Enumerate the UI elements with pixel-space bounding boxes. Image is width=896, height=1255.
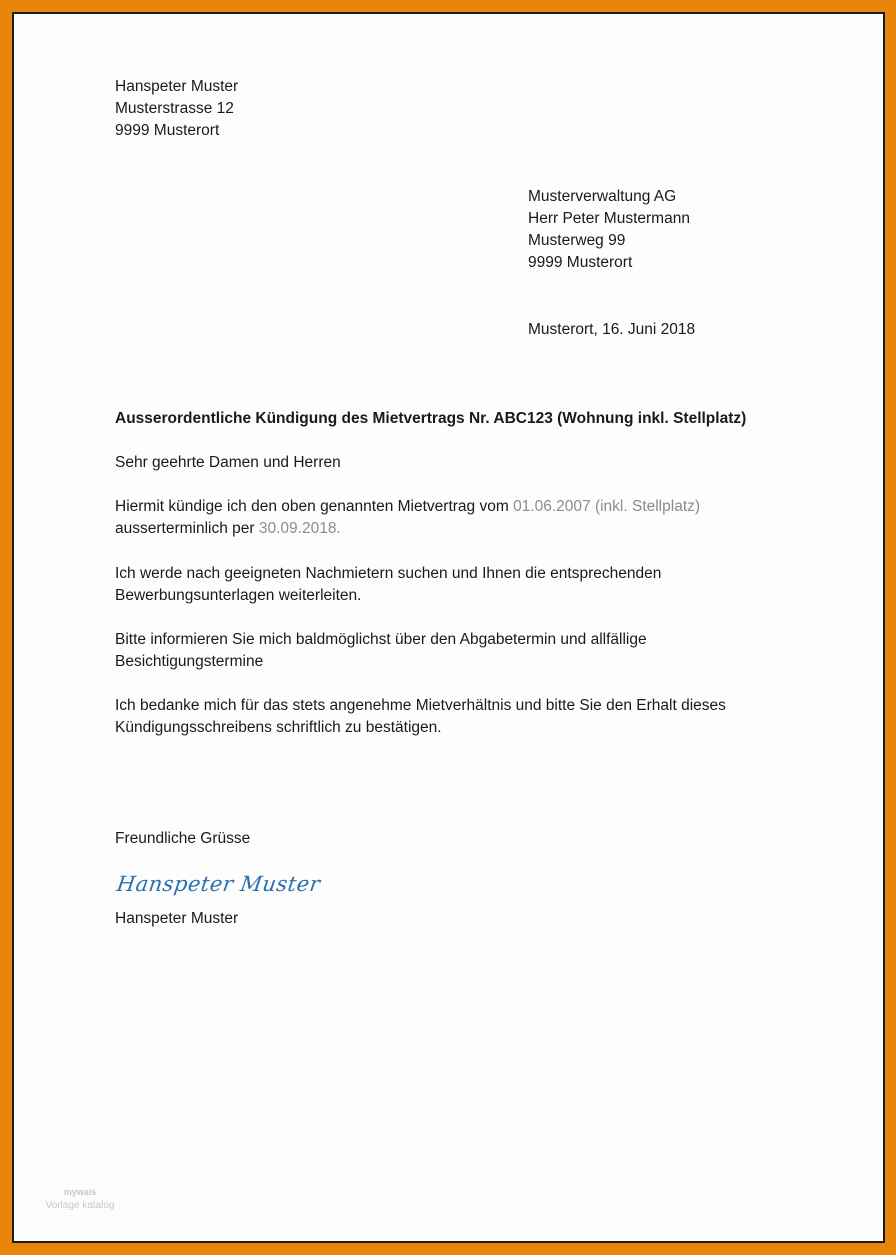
termination-date-placeholder: 30.09.2018.: [258, 520, 341, 537]
paragraph-appointment: [115, 629, 647, 673]
recipient-company: Musterverwaltung AG: [528, 188, 677, 205]
paragraph-successor: [115, 563, 661, 607]
closing: Freundliche Grüsse: [115, 830, 251, 847]
sender-city: 9999 Musterort: [115, 122, 220, 139]
handwritten-signature: Hanspeter Muster: [115, 872, 322, 896]
subject-line: Ausserordentliche Kündigung des Mietvertrags Nr. ABC123 (Wohnung inkl. Stellplatz): [115, 410, 747, 427]
recipient-address: [528, 186, 690, 274]
termination-text: Hiermit kündige ich den oben genannten Mietvertrag vom: [115, 498, 514, 515]
letter-page: [12, 12, 885, 1243]
termination-text-2: ausserterminlich per: [115, 520, 259, 537]
paragraph-appointment-line1: Bitte informieren Sie mich baldmöglichst über den Abgabetermin und allfällige: [115, 631, 647, 648]
recipient-street: Musterweg 99: [528, 232, 626, 249]
sender-address: [115, 76, 238, 142]
watermark: [40, 1186, 120, 1212]
paragraph-successor-line2: Bewerbungsunterlagen weiterleiten.: [115, 587, 362, 604]
paragraph-termination-line1: [115, 496, 700, 518]
sender-name: Hanspeter Muster: [115, 78, 239, 95]
salutation: Sehr geehrte Damen und Herren: [115, 454, 341, 471]
watermark-brand: mywais: [63, 1187, 97, 1197]
paragraph-thanks-line1: Ich bedanke mich für das stets angenehme Mietverhältnis und bitte Sie den Erhalt dieses: [115, 697, 726, 714]
paragraph-successor-line1: Ich werde nach geeigneten Nachmietern suchen und Ihnen die entsprechenden: [115, 565, 662, 582]
paragraph-appointment-line2: Besichtigungstermine: [115, 653, 264, 670]
paragraph-termination: [115, 496, 700, 540]
recipient-city: 9999 Musterort: [528, 254, 633, 271]
paragraph-termination-line2: [115, 518, 700, 540]
paragraph-thanks: [115, 695, 726, 739]
watermark-tagline: Vorlage katalog: [45, 1200, 115, 1211]
paragraph-thanks-line2: Kündigungsschreibens schriftlich zu bestätigen.: [115, 719, 442, 736]
contract-date-placeholder: 01.06.2007 (inkl. Stellplatz): [513, 498, 701, 515]
recipient-contact: Herr Peter Mustermann: [528, 210, 690, 227]
sender-street: Musterstrasse 12: [115, 100, 234, 117]
date-line: Musterort, 16. Juni 2018: [528, 321, 696, 338]
signature-name: Hanspeter Muster: [115, 910, 239, 927]
